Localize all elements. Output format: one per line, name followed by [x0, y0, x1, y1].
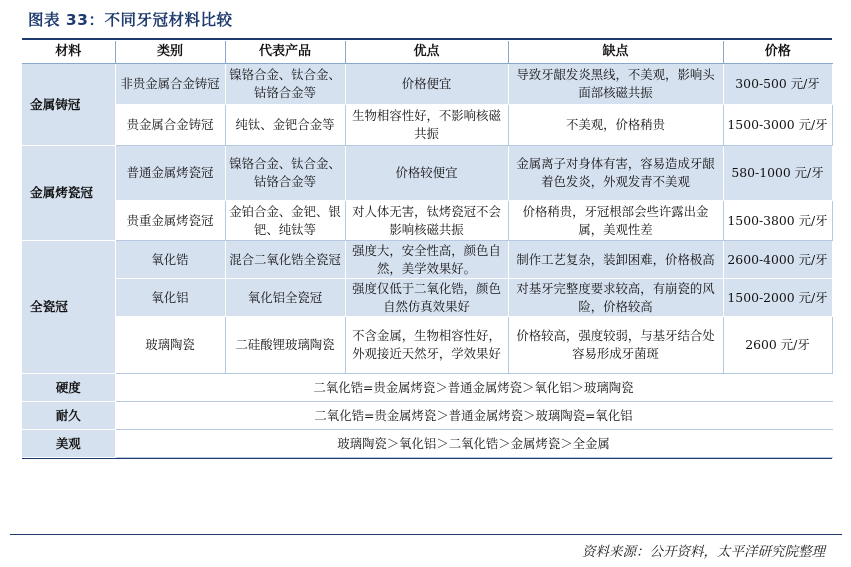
price-cell: 1500-3800 元/牙: [723, 201, 832, 241]
figure-title: 图表 33：不同牙冠材料比较: [28, 11, 233, 29]
category-cell: 氧化锆: [115, 241, 225, 279]
products-cell: 氧化铝全瓷冠: [225, 279, 345, 317]
cons-cell: 金属离子对身体有害，容易造成牙龈着色发炎，外观发青不美观: [508, 146, 723, 201]
header-cons: 缺点: [508, 41, 723, 64]
pros-cell: 价格较便宜: [345, 146, 508, 201]
pros-cell: 对人体无害，钛烤瓷冠不会影响核磁共振: [345, 201, 508, 241]
summary-text: 二氧化锆=贵金属烤瓷＞普通金属烤瓷＞氧化铝＞玻璃陶瓷: [115, 374, 832, 402]
source-rule: [10, 534, 842, 535]
header-price: 价格: [723, 41, 832, 64]
cons-cell: 导致牙龈发炎黑线，不美观，影响头面部核磁共振: [508, 64, 723, 105]
category-cell: 非贵金属合金铸冠: [115, 64, 225, 105]
header-pros: 优点: [345, 41, 508, 64]
pros-cell: 价格便宜: [345, 64, 508, 105]
table-bottom-rule: [22, 458, 832, 459]
table-row: [22, 241, 832, 279]
summary-label: 美观: [22, 430, 115, 458]
price-cell: 1500-3000 元/牙: [723, 105, 832, 146]
table-row: [22, 317, 832, 374]
comparison-table: [22, 41, 833, 458]
price-cell: 1500-2000 元/牙: [723, 279, 832, 317]
pros-cell: 强度大，安全性高，颜色自然，美学效果好。: [345, 241, 508, 279]
products-cell: 金铂合金、金钯、银钯、纯钛等: [225, 201, 345, 241]
products-cell: 纯钛、金钯合金等: [225, 105, 345, 146]
table-row: [22, 105, 832, 146]
cons-cell: 价格较高，强度较弱，与基牙结合处容易形成牙菌斑: [508, 317, 723, 374]
cons-cell: 对基牙完整度要求较高，有崩瓷的风险，价格较高: [508, 279, 723, 317]
summary-label: 耐久: [22, 402, 115, 430]
material-cell: 金属铸冠: [22, 64, 115, 146]
material-cell: 金属烤瓷冠: [22, 146, 115, 241]
category-cell: 玻璃陶瓷: [115, 317, 225, 374]
header-material: 材料: [22, 41, 115, 64]
pros-cell: 不含金属，生物相容性好，外观接近天然牙，学效果好: [345, 317, 508, 374]
price-cell: 300-500 元/牙: [723, 64, 832, 105]
summary-text: 二氧化锆=贵金属烤瓷＞普通金属烤瓷＞玻璃陶瓷=氧化铝: [115, 402, 832, 430]
price-cell: 580-1000 元/牙: [723, 146, 832, 201]
table-row: [22, 146, 832, 201]
category-cell: 贵金属合金铸冠: [115, 105, 225, 146]
source-note: 资料来源：公开资料，太平洋研究院整理: [582, 544, 825, 560]
summary-row: [22, 430, 832, 458]
header-category: 类别: [115, 41, 225, 64]
price-cell: 2600-4000 元/牙: [723, 241, 832, 279]
table-row: [22, 279, 832, 317]
category-cell: 氧化铝: [115, 279, 225, 317]
table-row: [22, 64, 832, 105]
header-row: [22, 41, 832, 64]
summary-label: 硬度: [22, 374, 115, 402]
cons-cell: 制作工艺复杂，装卸困难，价格极高: [508, 241, 723, 279]
top-rule: [22, 38, 832, 40]
material-cell: 全瓷冠: [22, 241, 115, 374]
category-cell: 普通金属烤瓷冠: [115, 146, 225, 201]
products-cell: 镍铬合金、钛合金、钴铬合金等: [225, 64, 345, 105]
pros-cell: 生物相容性好，不影响核磁共振: [345, 105, 508, 146]
products-cell: 二硅酸锂玻璃陶瓷: [225, 317, 345, 374]
summary-row: [22, 402, 832, 430]
table-row: [22, 201, 832, 241]
products-cell: 混合二氧化锆全瓷冠: [225, 241, 345, 279]
cons-cell: 不美观，价格稍贵: [508, 105, 723, 146]
header-products: 代表产品: [225, 41, 345, 64]
pros-cell: 强度仅低于二氧化锆，颜色自然仿真效果好: [345, 279, 508, 317]
category-cell: 贵重金属烤瓷冠: [115, 201, 225, 241]
summary-row: [22, 374, 832, 402]
price-cell: 2600 元/牙: [723, 317, 832, 374]
summary-text: 玻璃陶瓷＞氧化铝＞二氧化锆＞金属烤瓷＞全金属: [115, 430, 832, 458]
products-cell: 镍铬合金、钛合金、钴铬合金等: [225, 146, 345, 201]
cons-cell: 价格稍贵，牙冠根部会些许露出金属，美观性差: [508, 201, 723, 241]
